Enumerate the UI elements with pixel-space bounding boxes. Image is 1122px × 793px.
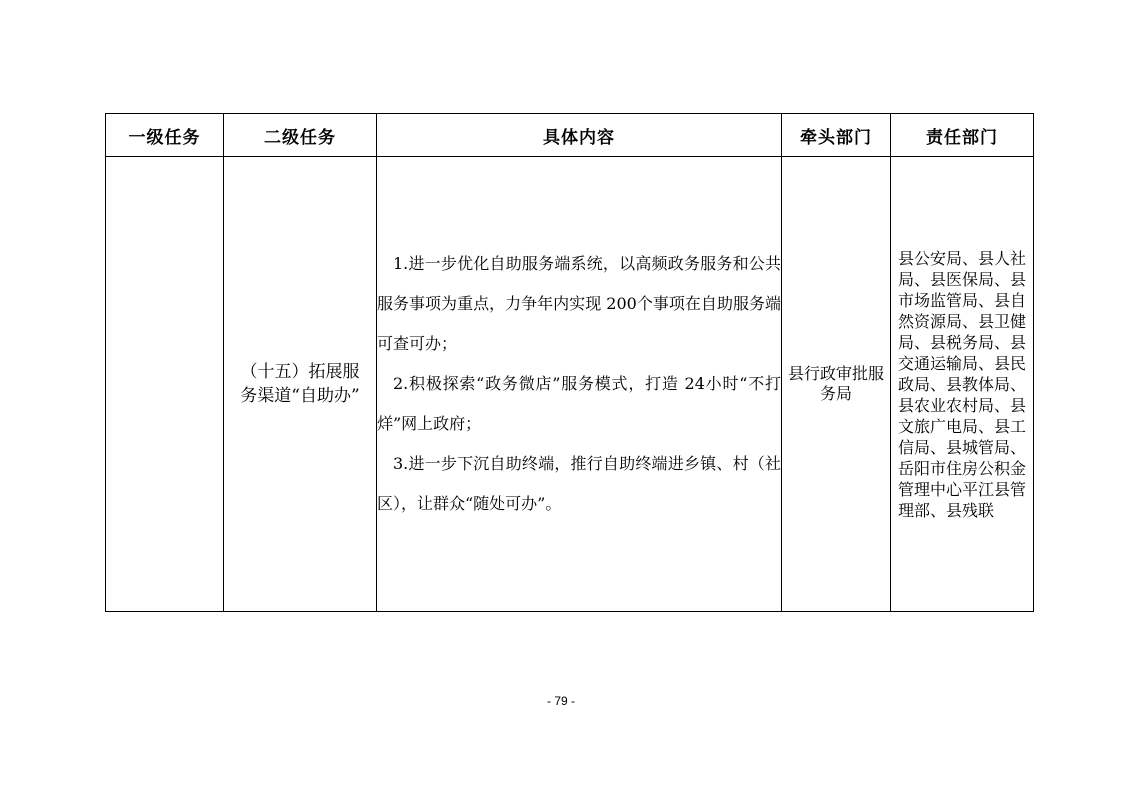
responsible-department-text: 县公安局、县人社局、县医保局、县市场监管局、县自然资源局、县卫健局、县税务局、县交通运输局、县民政局、县教体局、县农业农村局、县文旅广电局、县工信局、县城管局、岳阳市住房公积金管理中心平江县管理部、县残联 — [898, 248, 1027, 520]
header-responsible-department: 责任部门 — [926, 127, 998, 148]
cell-lead-department — [782, 157, 890, 611]
content-item-1: 1.进一步优化自助服务端系统，以高频政务服务和公共服务事项为重点，力争年内实现 200个事项在自助服务端可查可办； — [377, 254, 781, 353]
header-level2-task: 二级任务 — [264, 127, 336, 148]
lead-department-text: 县行政审批服务局 — [787, 364, 884, 403]
task-table — [105, 113, 1034, 612]
content-item-2: 2.积极探索“政务微店”服务模式，打造 24小时“不打烊”网上政府； — [377, 374, 781, 433]
cell-responsible-department — [891, 157, 1033, 611]
level2-task-text: （十五）拓展服务渠道“自助办” — [240, 362, 360, 406]
cell-level1-task — [106, 157, 223, 611]
content-item-3: 3.进一步下沉自助终端，推行自助终端进乡镇、村（社区），让群众“随处可办”。 — [377, 454, 781, 513]
header-specific-content: 具体内容 — [543, 127, 615, 148]
header-lead-department: 牵头部门 — [800, 127, 872, 148]
cell-level2-task — [224, 157, 376, 611]
cell-specific-content — [377, 157, 781, 611]
page-number: - 79 - — [546, 694, 575, 708]
content-text — [377, 244, 781, 524]
header-level1-task: 一级任务 — [128, 127, 201, 148]
